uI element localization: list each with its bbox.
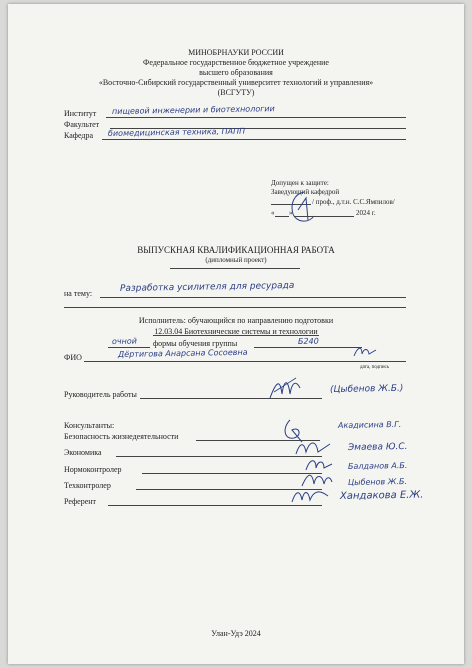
study-form-label: формы обучения группы bbox=[153, 339, 238, 348]
department-label: Кафедра bbox=[64, 131, 94, 140]
study-form-value: очной bbox=[111, 336, 138, 346]
consultant-label-normcontrol: Нормоконтролер bbox=[64, 465, 122, 474]
head-signer: / проф., д.т.н. С.С.Ямпилов/ bbox=[312, 198, 395, 206]
department-value: биомедицинская техника, ПАПП bbox=[107, 126, 246, 138]
supervisor-name: (Цыбенов Ж.Б.) bbox=[329, 383, 404, 395]
fio-value: Дёртигова Анарсана Сосоевна bbox=[117, 347, 248, 359]
document-title: ВЫПУСКНАЯ КВАЛИФИКАЦИОННАЯ РАБОТА bbox=[137, 245, 335, 255]
fio-line bbox=[84, 361, 406, 362]
consultant-label-economics: Экономика bbox=[64, 448, 102, 457]
consultant-signature-referent bbox=[290, 486, 330, 506]
department-line bbox=[102, 139, 406, 140]
document-page bbox=[8, 4, 464, 664]
institute-line bbox=[106, 117, 406, 118]
city-year: Улан-Удэ 2024 bbox=[211, 629, 261, 638]
consultant-name-techcontrol: Цыбенов Ж.Б. bbox=[347, 476, 408, 487]
date-month-line bbox=[294, 216, 354, 217]
university-abbr: (ВСГУТУ) bbox=[217, 88, 255, 97]
institute-label: Институт bbox=[64, 109, 97, 118]
title-underline bbox=[170, 268, 300, 269]
group-line bbox=[254, 347, 362, 348]
topic-value: Разработка усилителя для ресурада bbox=[119, 280, 295, 294]
institute-value: пищевой инженерии и биотехнологии bbox=[111, 104, 275, 116]
org-line-2: высшего образования bbox=[199, 68, 273, 77]
consultant-name-normcontrol: Балданов А.Б. bbox=[347, 460, 408, 471]
date-sign-caption: дата, подпись bbox=[360, 365, 390, 370]
program-name: 12.03.04 Биотехнические системы и технологии bbox=[154, 327, 318, 336]
date-year: 2024 г. bbox=[356, 209, 376, 217]
date-day-line bbox=[275, 216, 289, 217]
consultants-title: Консультанты: bbox=[64, 421, 115, 430]
consultant-signature-economics bbox=[294, 438, 334, 458]
university-name: «Восточно-Сибирский государственный университет технологий и управления» bbox=[98, 78, 374, 87]
supervisor-label: Руководитель работы bbox=[64, 390, 137, 399]
date-open-quote: « bbox=[271, 209, 275, 217]
study-form-line bbox=[108, 347, 150, 348]
consultant-line-normcontrol bbox=[142, 473, 322, 474]
topic-line-2 bbox=[64, 307, 406, 308]
student-signature bbox=[352, 344, 380, 360]
consultant-label-bzhd: Безопасность жизнедеятельности bbox=[64, 432, 179, 441]
performer-caption: Исполнитель: обучающийся по направлению подготовки bbox=[138, 316, 334, 325]
program-underline bbox=[153, 335, 319, 336]
topic-label: на тему: bbox=[64, 289, 93, 298]
topic-line-1 bbox=[100, 297, 406, 298]
head-of-department: Заведующий кафедрой bbox=[271, 188, 340, 196]
group-value: Б240 bbox=[297, 336, 319, 346]
consultant-name-referent: Хандакова Е.Ж. bbox=[339, 489, 424, 502]
faculty-label: Факультет bbox=[64, 120, 100, 129]
ministry-heading: МИНОБРНАУКИ РОССИИ bbox=[188, 48, 284, 57]
consultant-line-economics bbox=[116, 456, 322, 457]
org-line-1: Федеральное государственное бюджетное учреждение bbox=[143, 58, 329, 67]
fio-label: ФИО bbox=[64, 353, 82, 362]
supervisor-signature bbox=[266, 374, 306, 402]
consultant-name-bzhd: Акадисина В.Г. bbox=[337, 419, 402, 430]
document-subtitle: (дипломный проект) bbox=[205, 256, 267, 264]
consultant-label-techcontrol: Техконтролер bbox=[64, 481, 111, 490]
admitted-label: Допущен к защите: bbox=[271, 179, 329, 187]
consultant-name-economics: Эмаева Ю.С. bbox=[347, 441, 408, 453]
consultant-label-referent: Референт bbox=[64, 497, 97, 506]
date-close-quote: » bbox=[289, 209, 293, 217]
